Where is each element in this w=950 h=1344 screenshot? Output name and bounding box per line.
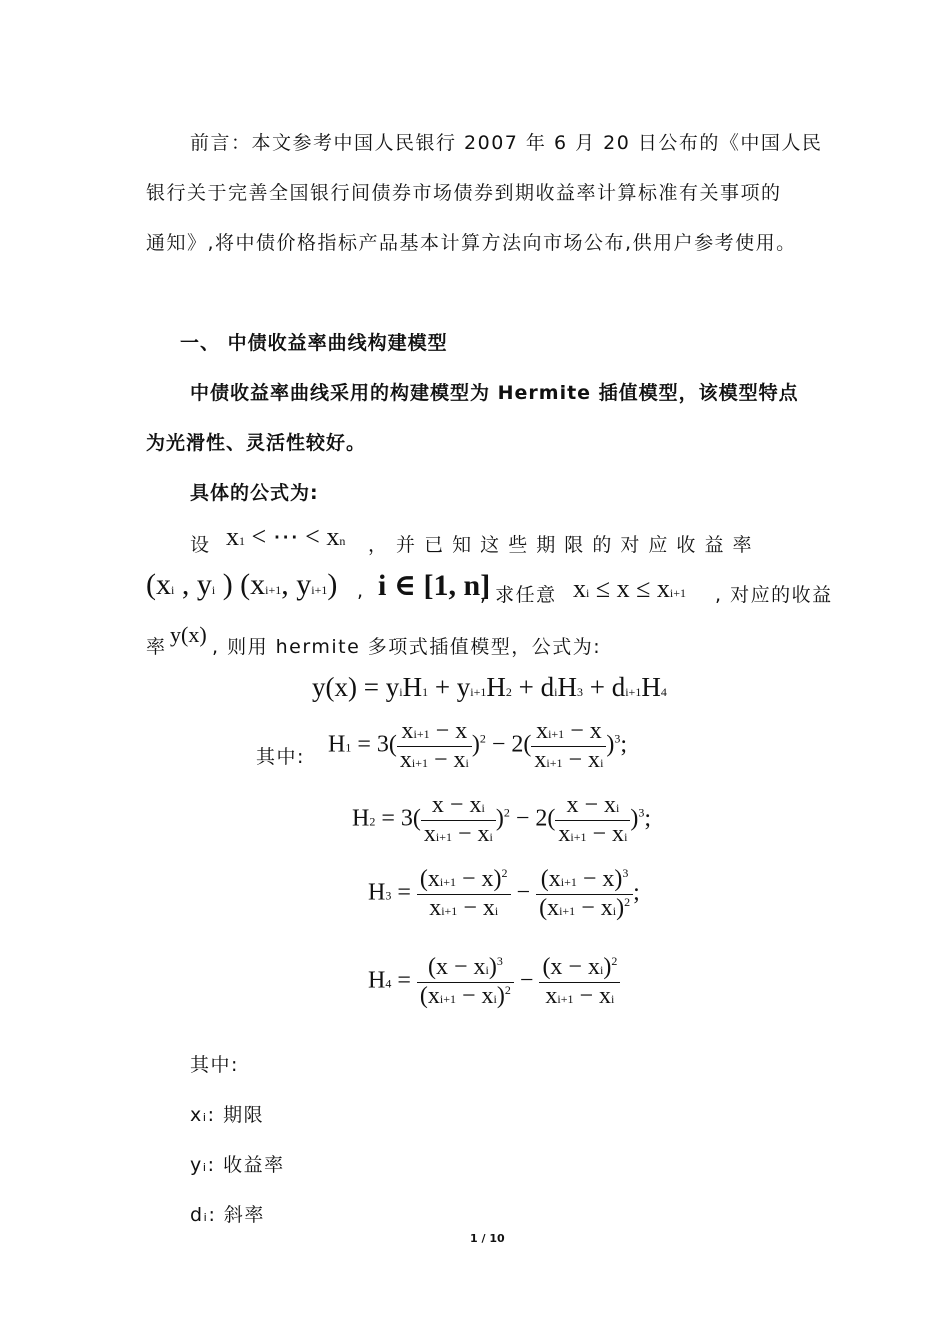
formula-intro: 具体的公式为: bbox=[190, 482, 319, 504]
legend-item-x bbox=[190, 1100, 264, 1127]
legend-item-d bbox=[190, 1200, 265, 1227]
yx-symbol: y(x) bbox=[170, 622, 207, 647]
setup-lv: 率 bbox=[146, 636, 167, 658]
main-equation: y(x) = yiH1 + yi+1H2 + diH3 + di+1H4 bbox=[312, 672, 667, 702]
point-pairs: (xi , yi ) (xi+1, yi+1) bbox=[146, 568, 338, 601]
index-range: i ∈ [1, n] bbox=[378, 569, 491, 602]
legend-desc-d: : 斜率 bbox=[208, 1204, 265, 1226]
intro-line-3: 通知》,将中债价格指标产品基本计算方法向市场公布,供用户参考使用。 bbox=[146, 232, 797, 254]
inequality-x1-xn: x1 < ⋯ < xn bbox=[226, 522, 346, 551]
where-label: 其中: bbox=[256, 746, 305, 768]
h1-equation: H1 = 3( $\frac{xi+1 - x}{xi+1 - xi}$ )$^2$ − 2( $\frac{xi+1 - x}{xi+1 - xi}$ )$^3$; bbox=[328, 718, 628, 773]
legend-symbol-d: dᵢ bbox=[190, 1204, 209, 1226]
setup-text-1: ， 并 已 知 这 些 期 限 的 对 应 收 益 率 bbox=[368, 534, 754, 556]
h4-equation: H4 = $\frac{(x - xi)^3}{(xi+1 - xi)^2}$ − $\frac{(x - xi)^2}{xi+1 - xi}$ bbox=[368, 954, 620, 1010]
setup-text-3: , 对应的收益 bbox=[715, 584, 833, 606]
legend-title: 其中: bbox=[190, 1054, 239, 1076]
section-heading: 一、 中债收益率曲线构建模型 bbox=[180, 332, 448, 354]
legend-desc-y: : 收益率 bbox=[207, 1154, 285, 1176]
h2-equation: H2 = 3( $\frac{x - xi}{xi+1 - xi}$ )$^2$ − 2( $\frac{x - xi}{xi+1 - xi}$ )$^3$; bbox=[352, 792, 652, 847]
legend-item-y bbox=[190, 1150, 285, 1177]
setup-text-2: , 求任意 bbox=[480, 584, 557, 606]
section-bold-line-1: 中债收益率曲线采用的构建模型为 Hermite 插值模型，该模型特点 bbox=[190, 382, 799, 404]
intro-line-1: 前言：本文参考中国人民银行 2007 年 6 月 20 日公布的《中国人民 bbox=[190, 132, 823, 154]
section-bold-line-2: 为光滑性、灵活性较好。 bbox=[146, 432, 367, 454]
setup-she: 设 bbox=[190, 534, 211, 556]
interval-inequality: xi ≤ x ≤ xi+1 bbox=[573, 574, 686, 603]
setup-comma: , bbox=[357, 580, 365, 602]
setup-text-4: , 则用 hermite 多项式插值模型，公式为: bbox=[212, 636, 602, 658]
page-number: 1 / 10 bbox=[470, 1232, 505, 1245]
intro-line-2: 银行关于完善全国银行间债券市场债券到期收益率计算标准有关事项的 bbox=[146, 182, 782, 204]
legend-symbol-y: yᵢ bbox=[190, 1154, 208, 1176]
legend-symbol-x: xᵢ bbox=[190, 1104, 208, 1126]
h3-equation: H3 = $\frac{(xi+1 - x)^2}{xi+1 - xi}$ − $\frac{(xi+1 - x)^3}{(xi+1 - xi)^2}$ ; bbox=[368, 866, 640, 921]
legend-desc-x: : 期限 bbox=[207, 1104, 265, 1126]
